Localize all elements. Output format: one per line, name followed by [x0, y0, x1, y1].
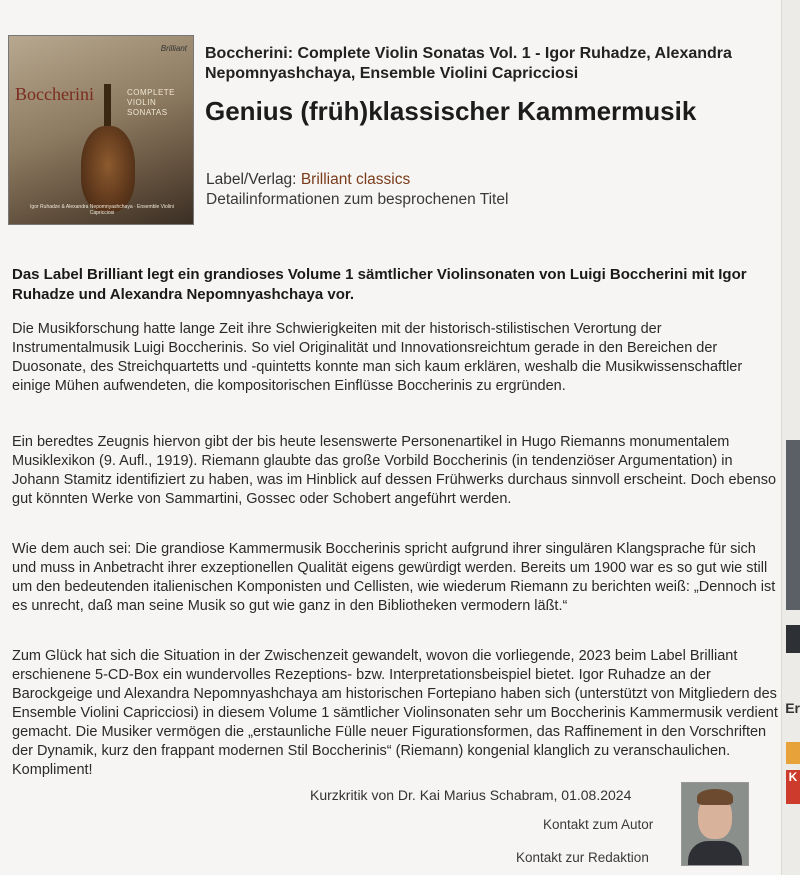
album-title: Boccherini: Complete Violin Sonatas Vol. 1 - Igor Ruhadze, Alexandra Nepomnyashchaya, Ensemble Violini Capricciosi [205, 45, 732, 82]
contact-editor-link[interactable]: Kontakt zur Redaktion [516, 850, 649, 865]
sidebar-image[interactable] [786, 440, 800, 610]
violin-icon [81, 126, 135, 212]
detail-info-link[interactable]: Detailinformationen zum besprochenen Titel [206, 191, 509, 208]
article-paragraph: Zum Glück hat sich die Situation in der Zwischenzeit gewandelt, wovon die vorliegende, 2023 beim Label Brilliant erschienene 5-CD-Box ein wundervolles Rezeptions- bzw. Interpretationsbeispiel bietet. Igor Ruhadze an der Barockgeige und Alexandra Nepomnyashchaya am historischen Fortepiano haben sich (unterstützt von Mitgliedern des Ensemble Violini Capricciosi) in diesem Volume 1 sämtlicher Violinsonaten sehr um Boccherinis Kammermusik verdient gemacht. Die Musiker vermögen die „erstaunliche Fülle neuer Figurationsformen, das Raffinement in den Vorschriften der Dynamik, kurz den frappant modernen Stil Boccherinis“ (Riemann) kongenial klanglich zu veranschaulichen. Kompliment! [12, 648, 778, 778]
label-line [206, 171, 410, 189]
cover-brand: Brilliant [160, 44, 187, 53]
sidebar-badge-orange[interactable] [786, 742, 800, 764]
sidebar-image-dark[interactable] [786, 625, 800, 653]
review-headline: Genius (früh)klassischer Kammermusik [205, 96, 697, 126]
author-avatar [681, 782, 749, 866]
review-byline: Kurzkritik von Dr. Kai Marius Schabram, 01.08.2024 [310, 787, 632, 803]
avatar-shirt [688, 841, 742, 866]
contact-author-link[interactable]: Kontakt zum Autor [543, 817, 654, 832]
article-lead: Das Label Brilliant legt ein grandioses Volume 1 sämtlicher Violinsonaten von Luigi Boccherini mit Igor Ruhadze und Alexandra Nepomnyashchaya vor. [12, 266, 747, 303]
article-paragraph: Ein beredtes Zeugnis hiervon gibt der bis heute lesenswerte Personenartikel in Hugo Riemanns monumentalem Musiklexikon (9. Aufl., 1919). Riemann glaubte das große Vorbild Boccherinis (in tendenziöser Argumentation) in Johann Stamitz identifiziert zu haben, was im Hinblick auf dessen Frühwerks durchaus sinnvoll erscheint. Doch ebenso gut könnten Werke von Sammartini, Gossec oder Schobert angeführt werden. [12, 434, 777, 507]
avatar-hair [697, 789, 733, 805]
sidebar-heading-partial: Er [785, 700, 800, 716]
label-prefix: Label/Verlag: [206, 171, 297, 188]
label-link[interactable]: Brilliant classics [300, 171, 411, 188]
cover-subtitle: COMPLETE VIOLIN SONATAS [127, 88, 176, 117]
sidebar-partial [781, 0, 800, 875]
sidebar-badge-red[interactable]: K [786, 770, 800, 804]
album-cover[interactable] [8, 35, 194, 225]
cover-credits: Igor Ruhadze & Alexandra Nepomnyashchaya · Ensemble Violini Capricciosi [30, 204, 174, 216]
article-paragraph: Wie dem auch sei: Die grandiose Kammermusik Boccherinis spricht aufgrund ihrer singulären Klangsprache für sich und muss in Anbetracht ihrer exzeptionellen Qualität eigens gewürdigt werden. Bereits um 1900 war es so gut wie still um den bedeutenden italienischen Komponisten und Cellisten, wie wiederum Riemann zu berichten weiß: „Dennoch ist es unrecht, daß man seine Musik so gut wie ganz in den Bibliotheken vermodern läßt.“ [12, 541, 776, 614]
article-paragraph: Die Musikforschung hatte lange Zeit ihre Schwierigkeiten mit der historisch-stilistischen Verortung der Instrumentalmusik Luigi Boccherinis. So viel Originalität und Innovationsreichtum gerade in den Bereichen der Duosonate, des Streichquartetts und -quintetts konnte man sich kaum erklären, weshalb die Musikwissenschaftler einige Mühen aufwendeten, die kompositorischen Einflüsse Boccherinis zu ergründen. [12, 321, 743, 394]
cover-composer: Boccherini [15, 84, 94, 104]
